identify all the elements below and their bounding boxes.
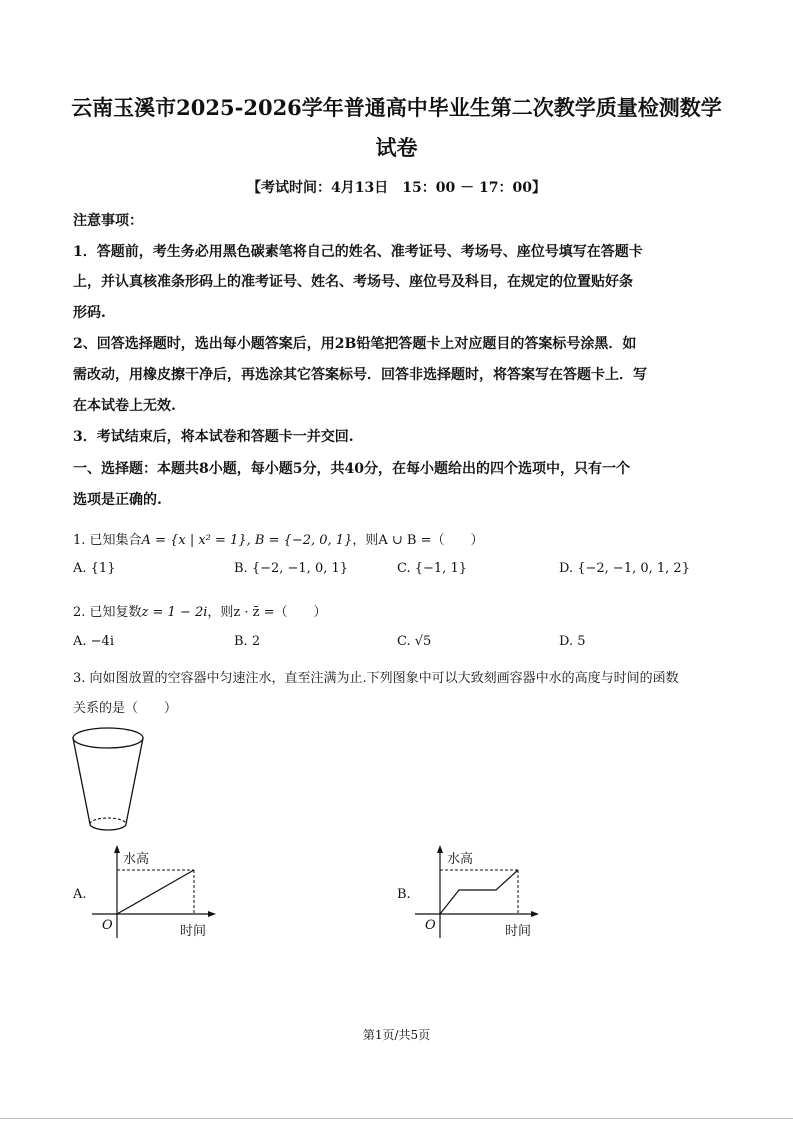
container-left-wall [73,738,90,824]
exam-time: 【考试时间：4月13日 15：00 － 17：00】 [247,180,546,196]
notice-heading: 注意事项： [73,213,143,229]
graph-b-y-arrow [437,845,443,853]
graph-a-label: A. [73,887,87,902]
q3-line1: 3. 向如图放置的空容器中匀速注水，直至注满为止.下列图象中可以大致刻画容器中水的高度与时间的函数 [73,671,679,686]
q1-option-b: B. {−2, −1, 0, 1} [234,561,349,576]
section1-line2: 选项是正确的. [73,492,162,508]
container-right-wall [126,738,143,824]
q2-stem [73,601,327,620]
graph-a-x-arrow [208,911,216,917]
q1-stem [73,529,483,548]
q1-suffix: ，则A ∪ B =（ ） [352,533,484,548]
notice-item3: 3．考试结束后，将本试卷和答题卡一并交回. [73,429,354,445]
q2-option-d: D. 5 [559,634,586,649]
graph-b-y-label: 水高 [447,852,474,867]
container-figure [66,722,150,836]
q2-prefix: 2. 已知复数 [73,605,142,620]
graph-a-y-label: 水高 [123,852,150,867]
notice-item2-line2: 需改动，用橡皮擦干净后，再选涂其它答案标号．回答非选择题时，将答案写在答题卡上．写 [73,367,647,383]
graph-a-origin: O [102,918,113,933]
q2-suffix: ，则z · z̄ =（ ） [207,605,327,620]
bottom-rule [0,1118,793,1119]
q2-expr: z = 1 − 2i [141,605,208,620]
q3-line2: 关系的是（ ） [73,701,178,716]
q1-option-c: C. {−1, 1} [397,561,467,576]
notice-item2-line3: 在本试卷上无效. [73,398,176,414]
container-bottom-front [90,824,126,830]
notice-item2-line1: 2、回答选择题时，选出每小题答案后，用2B铅笔把答题卡上对应题目的答案标号涂黑．如 [73,336,637,352]
q1-prefix: 1. 已知集合 [73,533,142,548]
q1-sets: A = {x | x² = 1}, B = {−2, 0, 1} [141,533,353,548]
graph-b-curve [440,870,518,914]
page-number: 第1页/共5页 [362,1028,431,1042]
q1-option-d: D. {−2, −1, 0, 1, 2} [559,561,690,576]
section1-line1: 一、选择题：本题共8小题，每小题5分，共40分，在每小题给出的四个选项中，只有一个 [73,461,630,477]
q2-option-a: A. −4i [73,634,114,649]
graph-b-x-arrow [531,911,539,917]
graph-b-label: B. [397,887,411,902]
container-top-rim [73,728,143,748]
graph-b-origin: O [425,918,436,933]
notice-item1-line3: 形码. [73,305,106,321]
notice-item1-line1: 1．答题前，考生务必用黑色碳素笔将自己的姓名、准考证号、考场号、座位号填写在答题卡 [73,244,643,260]
graph-a-y-arrow [114,845,120,853]
title-line-2: 试卷 [375,135,418,160]
container-bottom-back [90,818,126,824]
graph-a-curve [117,870,194,914]
q1-option-a: A. {1} [73,561,116,576]
graph-b-x-label: 时间 [505,924,532,939]
q2-option-c: C. √5 [397,634,432,649]
graph-a-x-label: 时间 [180,924,207,939]
notice-item1-line2: 上，并认真核准条形码上的准考证号、姓名、考场号、座位号及科目，在规定的位置贴好条 [73,274,633,290]
title-line-1: 云南玉溪市2025-2026学年普通高中毕业生第二次教学质量检测数学 [71,95,722,120]
q2-option-b: B. 2 [234,634,261,649]
